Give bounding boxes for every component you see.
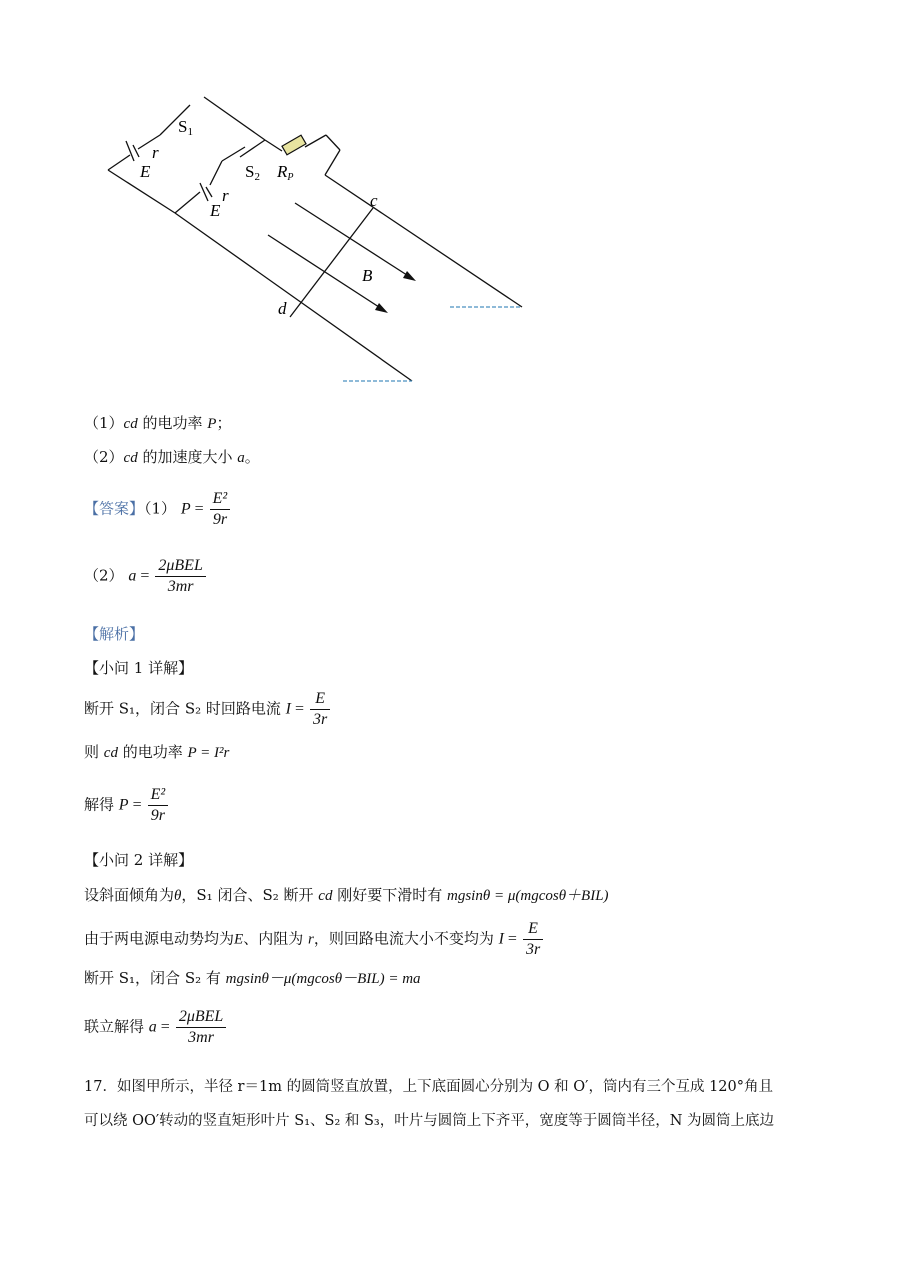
battery2-plate-short [206,187,212,197]
wire-s2-down [210,161,222,185]
rail-bottom [175,213,412,381]
wire-battery2-left [175,192,200,213]
field-arrow-lower-head [375,303,388,313]
field-arrow-upper-head [403,271,416,281]
rod-cd [290,208,373,317]
label-s2: S2 [245,162,260,183]
problem-17-line-1: 17．如图甲所示，半径 r＝1m 的圆筒竖直放置，上下底面圆心分别为 O 和 O′，筒内有三个互成 120°角且 [84,1079,774,1095]
analysis-line-4: 设斜面倾角为θ，S₁ 闭合、S₂ 断开 cd 刚好要下滑时有 mgsinθ = μ(mgcosθ＋BIL) [84,886,609,904]
problem-17-line-2: 可以绕 OO′转动的竖直矩形叶片 S₁、S₂ 和 S₃，叶片与圆筒上下齐平，宽度等于圆筒半径，N 为圆筒上底边 [84,1113,775,1129]
analysis-line-5-fraction: $\frac{E}{3r}$ [523,920,543,959]
label-c: c [370,191,378,210]
battery1-plate-short [133,145,139,157]
label-b: B [362,266,373,285]
analysis-line-2: 则 cd 的电功率 P = I²r [84,743,230,761]
analysis-line-1: 断开 S₁，闭合 S₂ 时回路电流 I = $\frac{E}{3r}$ [84,690,332,729]
circuit-diagram [100,85,540,395]
answer-1-fraction: $\frac{\text{E²}}{9r}$ [210,490,231,529]
analysis-line-5: 由于两电源电动势均为E、内阻为 r，则回路电流大小不变均为 I = $\frac{E}{3r}$ [84,920,545,959]
question-2: （2）cd 的加速度大小 a。 [84,448,260,466]
wire-to-resistor [265,140,282,151]
label-rp: RP [277,162,294,183]
wire-resistor-right [305,135,326,147]
label-r-top: r [152,143,159,162]
wire-top-rail-start [325,150,340,175]
label-e-top: E [140,162,151,181]
subquestion-2-title: 【小问 2 详解】 [84,851,194,869]
label-d: d [278,299,287,318]
battery2-plate-long [200,183,208,201]
analysis-line-1-fraction: $\frac{E}{3r}$ [310,690,330,729]
analysis-line-3: 解得 P = $\frac{\text{E²}}{9r}$ [84,786,170,825]
analysis-line-3-fraction: $\frac{\text{E²}}{9r}$ [148,786,169,825]
battery1-plate-long [126,141,134,161]
answer-1: 【答案】（1） P = $\frac{\text{E²}}{9r}$ [84,490,232,529]
analysis-line-7-fraction: $\frac{\text{2μBEL}}{3mr}$ [176,1008,226,1047]
resistor-rp [282,135,306,155]
label-e-bot: E [210,201,221,220]
answer-2: （2） a = $\frac{\text{2μBEL}}{3mr}$ [84,557,208,596]
analysis-tag: 【解析】 [84,625,145,643]
switch-s2-arm [222,147,245,161]
label-r-bot: r [222,186,229,205]
question-1: （1）cd 的电功率 P； [84,414,232,432]
subquestion-1-title: 【小问 1 详解】 [84,659,194,677]
field-arrow-upper [295,203,410,277]
wire-top-left [108,155,130,170]
analysis-line-6: 断开 S₁，闭合 S₂ 有 mgsinθ－μ(mgcosθ－BIL) = ma [84,969,421,987]
answer-tag: 【答案】 [84,499,145,518]
analysis-line-7: 联立解得 a = $\frac{\text{2μBEL}}{3mr}$ [84,1008,228,1047]
wire-s1-right [204,97,265,140]
label-s1: S1 [178,117,193,138]
wire-top-right [326,135,340,150]
answer-2-fraction: $\frac{\text{2μBEL}}{3mr}$ [155,557,205,596]
